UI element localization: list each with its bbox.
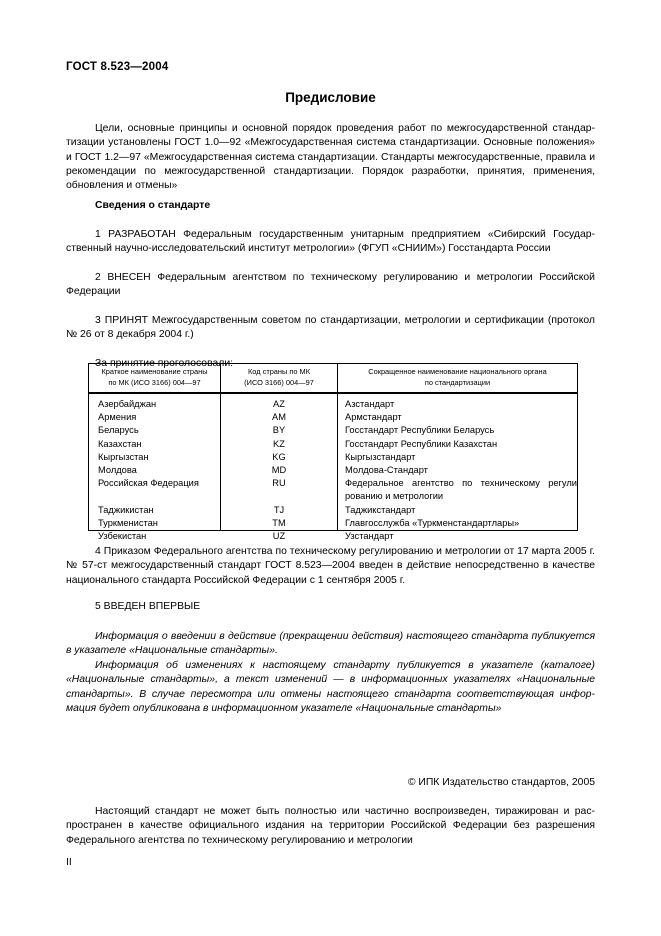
table-cell-body-ru-line2: рованию и метрологии: [345, 491, 444, 502]
table-cell-code: MD: [271, 464, 287, 475]
table-cell-body-ru-line1: Федеральное агентство по техническому регули: [345, 478, 577, 489]
document-standard-code: ГОСТ 8.523—2004: [66, 61, 169, 73]
table-cell-code: BY: [272, 425, 286, 436]
clause-1-razrabotan: 1 РАЗРАБОТАН Федеральным государственным унитарным предприятием «Сибирский Государственный научно-исследовательский институт метрологии» (ФГУП «СНИИМ») Госстандарта России: [66, 229, 595, 255]
table-column-countries: [89, 394, 220, 543]
table-row-spacer: [221, 490, 337, 503]
table-cell-code: AZ: [273, 399, 285, 409]
table-cell-code: UZ: [272, 530, 286, 541]
page-number: II: [66, 857, 72, 868]
page-content: [66, 0, 595, 936]
page-title: Предисловие: [285, 90, 376, 105]
table-row: Казахстан: [98, 438, 142, 449]
table-row: Таджикистан: [98, 504, 154, 515]
clause-5-vveden-vpervye: 5 ВВЕДЕН ВПЕРВЫЕ: [95, 601, 201, 612]
voting-countries-table: [88, 363, 578, 541]
table-row: Российская Федерация: [98, 478, 199, 489]
table-cell-body: Азстандарт: [345, 399, 395, 409]
clause-4-prikaz: 4 Приказом Федерального агентства по техническому регулированию и метрологии от 17 марта 2005 г. № 57-ст межгосударственный стандарт ГОСТ 8.523—2004 введен в действие непосредственно в качестве национального стандарта Российской Федерации с 1 сентября 2005 г.: [66, 546, 595, 586]
table-header-national-body-line1: Сокращенное наименование национального органа: [368, 367, 547, 376]
table-cell-body: Главгосслужба «Туркменстандартлары»: [345, 517, 520, 528]
table-cell-body: Таджикстандарт: [345, 504, 416, 515]
notice-amendments-info: Информация об изменениях к настоящему стандарту публикуется в указателе (каталоге) «Национальные стандарты», а текст изменений — в информационных указателях «Национальные стандарты». В случае пересмотра или отмены настоящего стандарта соответствующая информация будет опубликована в информационном указателе «Национальные стандарты»: [66, 660, 595, 714]
table-row: Армения: [98, 412, 137, 423]
table-header-country-code-line2: (ИСО 3166) 004—97: [244, 377, 314, 387]
table-row: Туркменистан: [98, 517, 158, 528]
table-cell-code: TJ: [273, 504, 285, 515]
copyright-line: © ИПК Издательство стандартов, 2005: [407, 777, 595, 788]
table-row-spacer: [89, 490, 220, 503]
table-row: Узбекистан: [98, 530, 147, 541]
intro-paragraph: Цели, основные принципы и основной порядок проведения работ по межгосударственной стандартизации установлены ГОСТ 1.0—92 «Межгосударственная система стандартизации. Основные положения» и ГОСТ 1.2—97 «Межгосударственная система стандартизации. Стандарты межгосударственные, правила и рекомендации по межгосударственной стандартизации. Порядок разработки, принятия, применения, обновления и отмены»: [66, 123, 595, 192]
table-header-country-name-line1: Краткое наименование страны: [101, 367, 208, 376]
table-cell-code: KG: [272, 451, 286, 462]
table-header-national-body: [338, 363, 577, 392]
table-cell-body: Госстандарт Республики Казахстан: [345, 438, 498, 449]
table-row: Кыргызстан: [98, 451, 149, 462]
table-header-country-code: [221, 363, 337, 392]
table-cell-body: Узстандарт: [345, 530, 394, 541]
table-header-country-name-line2: по МК (ИСО 3166) 004—97: [108, 377, 201, 387]
table-cell-body: Кыргызстандарт: [345, 451, 416, 462]
table-column-codes: [221, 394, 337, 543]
table-header-country-code-line1: Код страны по МК: [248, 367, 310, 376]
table-border-right: [577, 363, 578, 531]
table-row: Молдова: [98, 464, 137, 475]
table-row: Азербайджан: [98, 399, 157, 409]
table-cell-code: TM: [272, 517, 286, 528]
table-column-national-bodies: [338, 394, 577, 543]
reproduction-notice: Настоящий стандарт не может быть полностью или частично воспроизведен, тиражирован и распространен в качестве официального издания на территории Российской Федерации без разрешения Федерального агентства по техническому регулированию и метрологии: [66, 806, 595, 846]
table-cell-body: Молдова-Стандарт: [345, 464, 428, 475]
clause-3-prinyat: 3 ПРИНЯТ Межгосударственным советом по стандартизации, метрологии и сертификации (протокол № 26 от 8 декабря 2004 г.): [66, 315, 595, 341]
clause-2-vnesen: 2 ВНЕСЕН Федеральным агентством по техническому регулированию и метрологии Российской Федерации: [66, 272, 595, 298]
table-header-country-name: [89, 363, 220, 392]
table-cell-code: KZ: [273, 438, 285, 449]
table-header-national-body-line2: по стандартизации: [424, 377, 491, 387]
table-cell-code: AM: [272, 412, 286, 423]
notice-introduction-info: Информация о введении в действие (прекращении действия) настоящего стандарта публикуется в указателе «Национальные стандарты».: [66, 631, 595, 657]
table-cell-body: Госстандарт Республики Беларусь: [345, 425, 495, 436]
section-heading-standard-info: Сведения о стандарте: [95, 200, 211, 211]
table-cell-body: Армстандарт: [345, 412, 402, 423]
table-row: Беларусь: [98, 425, 139, 436]
table-cell-code: RU: [272, 478, 286, 489]
